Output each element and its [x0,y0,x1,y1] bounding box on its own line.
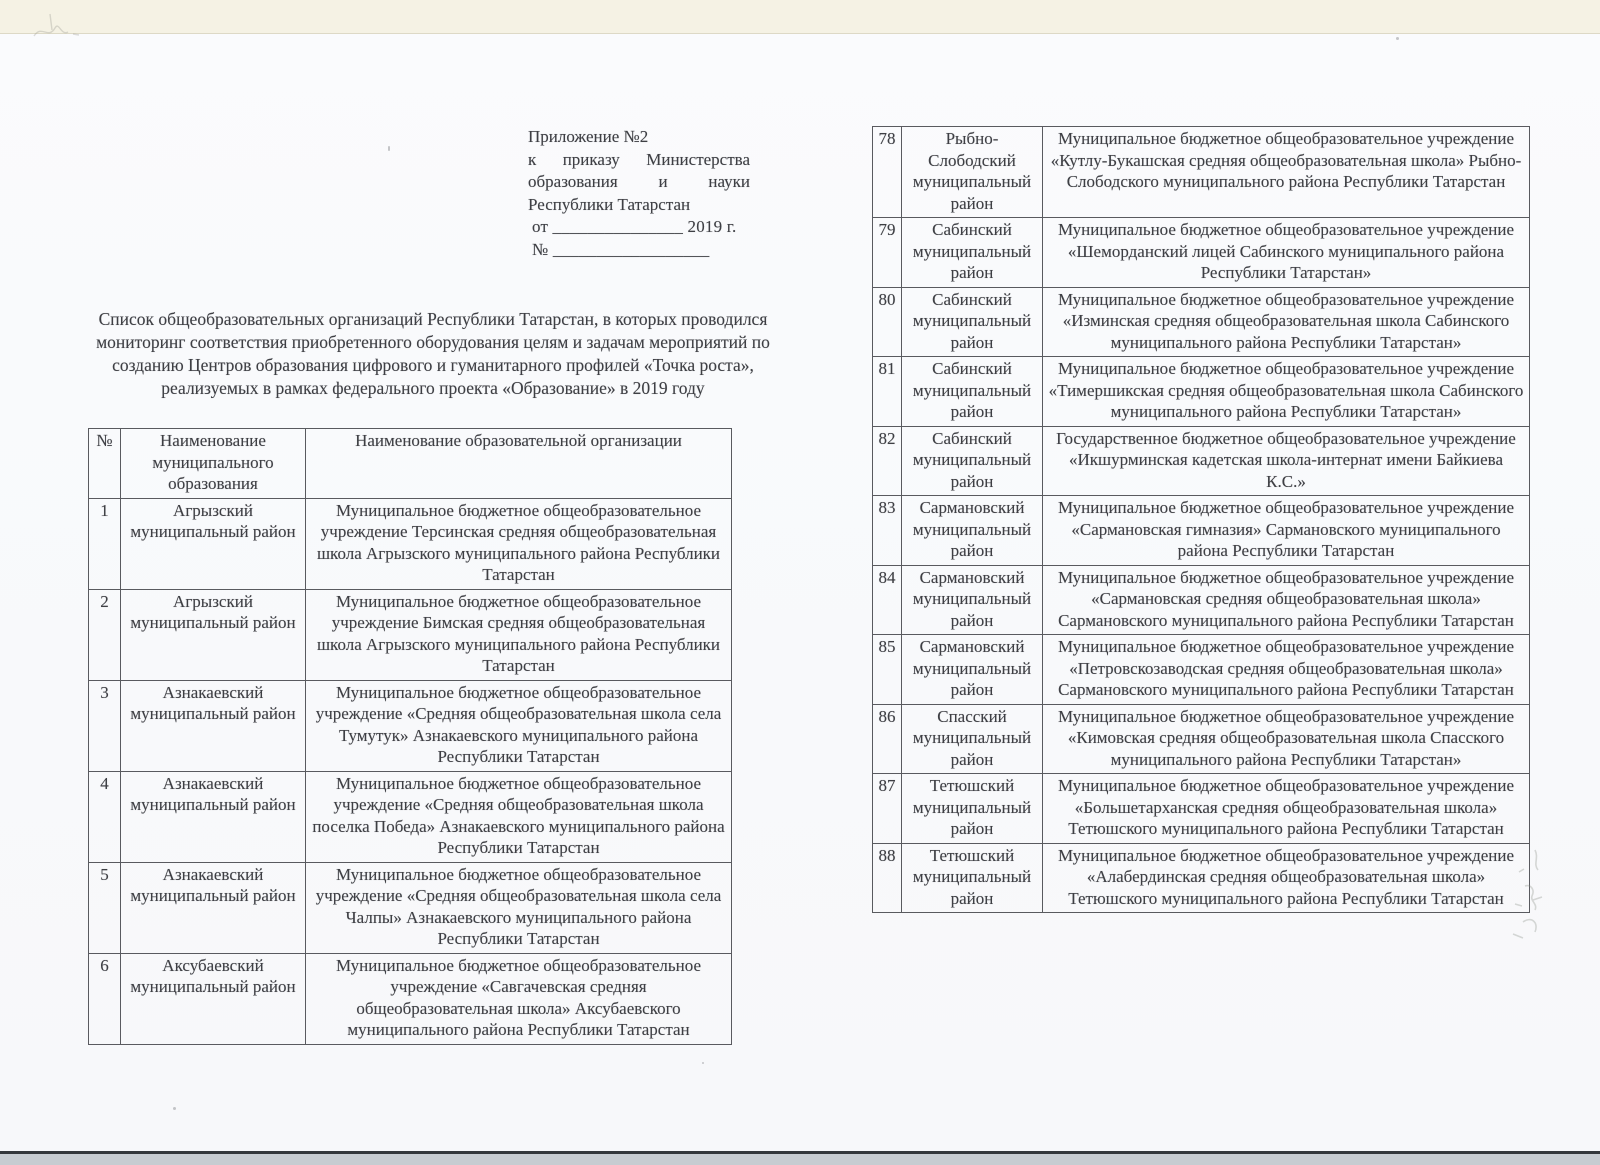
row-number: 84 [873,565,902,635]
intro-paragraph: Список общеобразовательных организаций Республики Татарстан, в которых проводился мониторинг соответствия приобретенного оборудования целям и задачам мероприятий по созданию Центров образования цифрового и гуманитарного профилей «Точка роста», реализуемых в рамках федерального проекта «Образование» в 2019 году [96,308,770,398]
table-header-row [89,429,732,499]
row-number: 83 [873,496,902,566]
scan-speck [1396,37,1399,40]
district-cell: Азнакаевский муниципальный район [121,771,306,862]
row-number: 2 [89,589,121,680]
row-number: 5 [89,862,121,953]
appendix-header-block [528,126,750,261]
scan-speck [388,146,390,151]
organization-cell: Муниципальное бюджетное общеобразовательное учреждение «Средняя общеобразовательная школа села Чалпы» Азнакаевского муниципального района Республики Татарстан [306,862,732,953]
table-row [873,704,1530,774]
scan-speck [173,1107,176,1110]
table-row [873,426,1530,496]
table-row [873,218,1530,288]
table-row [873,774,1530,844]
row-number: 6 [89,953,121,1044]
organization-cell: Государственное бюджетное общеобразовательное учреждение «Икшурминская кадетская школа-интернат имени Байкиева К.С.» [1043,426,1530,496]
table-row [873,287,1530,357]
organization-cell: Муниципальное бюджетное общеобразовательное учреждение Терсинская средняя общеобразовательная школа Агрызского муниципального района Республики Татарстан [306,498,732,589]
schools-table-left [88,428,732,1045]
appendix-line: Республики Татарстан [528,194,691,214]
district-cell: Сабинский муниципальный район [902,357,1043,427]
row-number: 81 [873,357,902,427]
header-number: № [89,429,121,499]
appendix-number-blank: № __________________ [532,239,710,259]
district-cell: Азнакаевский муниципальный район [121,862,306,953]
organization-cell: Муниципальное бюджетное общеобразовательное учреждение «Кутлу-Букашская средняя общеобразовательная школа» Рыбно-Слободского муниципального района Республики Татарстан [1043,127,1530,218]
organization-cell: Муниципальное бюджетное общеобразовательное учреждение Бимская средняя общеобразовательная школа Агрызского муниципального района Республики Татарстан [306,589,732,680]
table-row [89,953,732,1044]
table-row [873,635,1530,705]
organization-cell: Муниципальное бюджетное общеобразовательное учреждение «Савгачевская средняя общеобразовательная школа» Аксубаевского муниципального района Республики Татарстан [306,953,732,1044]
organization-cell: Муниципальное бюджетное общеобразовательное учреждение «Шеморданский лицей Сабинского муниципального района Республики Татарстан» [1043,218,1530,288]
table-row [873,843,1530,913]
appendix-date-blank: от _______________ 2019 г. [532,217,737,236]
row-number: 78 [873,127,902,218]
table-row [89,680,732,771]
scan-top-edge [0,0,1600,34]
row-number: 1 [89,498,121,589]
header-district: Наименование муниципального образования [121,429,306,499]
district-cell: Сармановский муниципальный район [902,496,1043,566]
appendix-line: образования и науки [528,172,750,191]
header-organization: Наименование образовательной организации [306,429,732,499]
appendix-line: к приказу Министерства [528,149,750,169]
table-row [873,127,1530,218]
table-row [89,771,732,862]
district-cell: Сармановский муниципальный район [902,635,1043,705]
organization-cell: Муниципальное бюджетное общеобразовательное учреждение «Кимовская средняя общеобразовательная школа Спасского муниципального района Республики Татарстан» [1043,704,1530,774]
organization-cell: Муниципальное бюджетное общеобразовательное учреждение «Петровскозаводская средняя общеобразовательная школа» Сармановского муниципального района Республики Татарстан [1043,635,1530,705]
organization-cell: Муниципальное бюджетное общеобразовательное учреждение «Тимершикская средняя общеобразовательная школа Сабинского муниципального района Республики Татарстан» [1043,357,1530,427]
district-cell: Аксубаевский муниципальный район [121,953,306,1044]
scan-smudge-right-margin [1505,838,1560,948]
district-cell: Сабинский муниципальный район [902,287,1043,357]
district-cell: Агрызский муниципальный район [121,589,306,680]
row-number: 86 [873,704,902,774]
table-row [873,357,1530,427]
organization-cell: Муниципальное бюджетное общеобразовательное учреждение «Большетарханская средняя общеобразовательная школа» Тетюшского муниципального района Республики Татарстан [1043,774,1530,844]
table-row [873,565,1530,635]
district-cell: Азнакаевский муниципальный район [121,680,306,771]
row-number: 80 [873,287,902,357]
row-number: 82 [873,426,902,496]
table-row [89,589,732,680]
table-row [873,496,1530,566]
organization-cell: Муниципальное бюджетное общеобразовательное учреждение «Сармановская средняя общеобразовательная школа» Сармановского муниципального района Республики Татарстан [1043,565,1530,635]
district-cell: Сабинский муниципальный район [902,218,1043,288]
district-cell: Агрызский муниципальный район [121,498,306,589]
district-cell: Тетюшский муниципальный район [902,843,1043,913]
row-number: 87 [873,774,902,844]
organization-cell: Муниципальное бюджетное общеобразовательное учреждение «Средняя общеобразовательная школа села Тумутук» Азнакаевского муниципального района Республики Татарстан [306,680,732,771]
district-cell: Спасский муниципальный район [902,704,1043,774]
row-number: 88 [873,843,902,913]
row-number: 79 [873,218,902,288]
district-cell: Сабинский муниципальный район [902,426,1043,496]
schools-table-right [872,126,1530,913]
scan-bottom-edge [0,1154,1600,1165]
row-number: 4 [89,771,121,862]
scan-smudge-top-left [28,6,138,46]
organization-cell: Муниципальное бюджетное общеобразовательное учреждение «Сармановская гимназия» Сармановского муниципального района Республики Татарстан [1043,496,1530,566]
organization-cell: Муниципальное бюджетное общеобразовательное учреждение «Средняя общеобразовательная школа поселка Победа» Азнакаевского муниципального района Республики Татарстан [306,771,732,862]
district-cell: Тетюшский муниципальный район [902,774,1043,844]
table-row [89,498,732,589]
organization-cell: Муниципальное бюджетное общеобразовательное учреждение «Изминская средняя общеобразовательная школа Сабинского муниципального района Республики Татарстан» [1043,287,1530,357]
district-cell: Рыбно-Слободский муниципальный район [902,127,1043,218]
organization-cell: Муниципальное бюджетное общеобразовательное учреждение «Алабердинская средняя общеобразовательная школа» Тетюшского муниципального района Республики Татарстан [1043,843,1530,913]
appendix-title: Приложение №2 [528,127,649,146]
district-cell: Сармановский муниципальный район [902,565,1043,635]
table-row [89,862,732,953]
row-number: 3 [89,680,121,771]
row-number: 85 [873,635,902,705]
scan-speck [702,1062,704,1064]
